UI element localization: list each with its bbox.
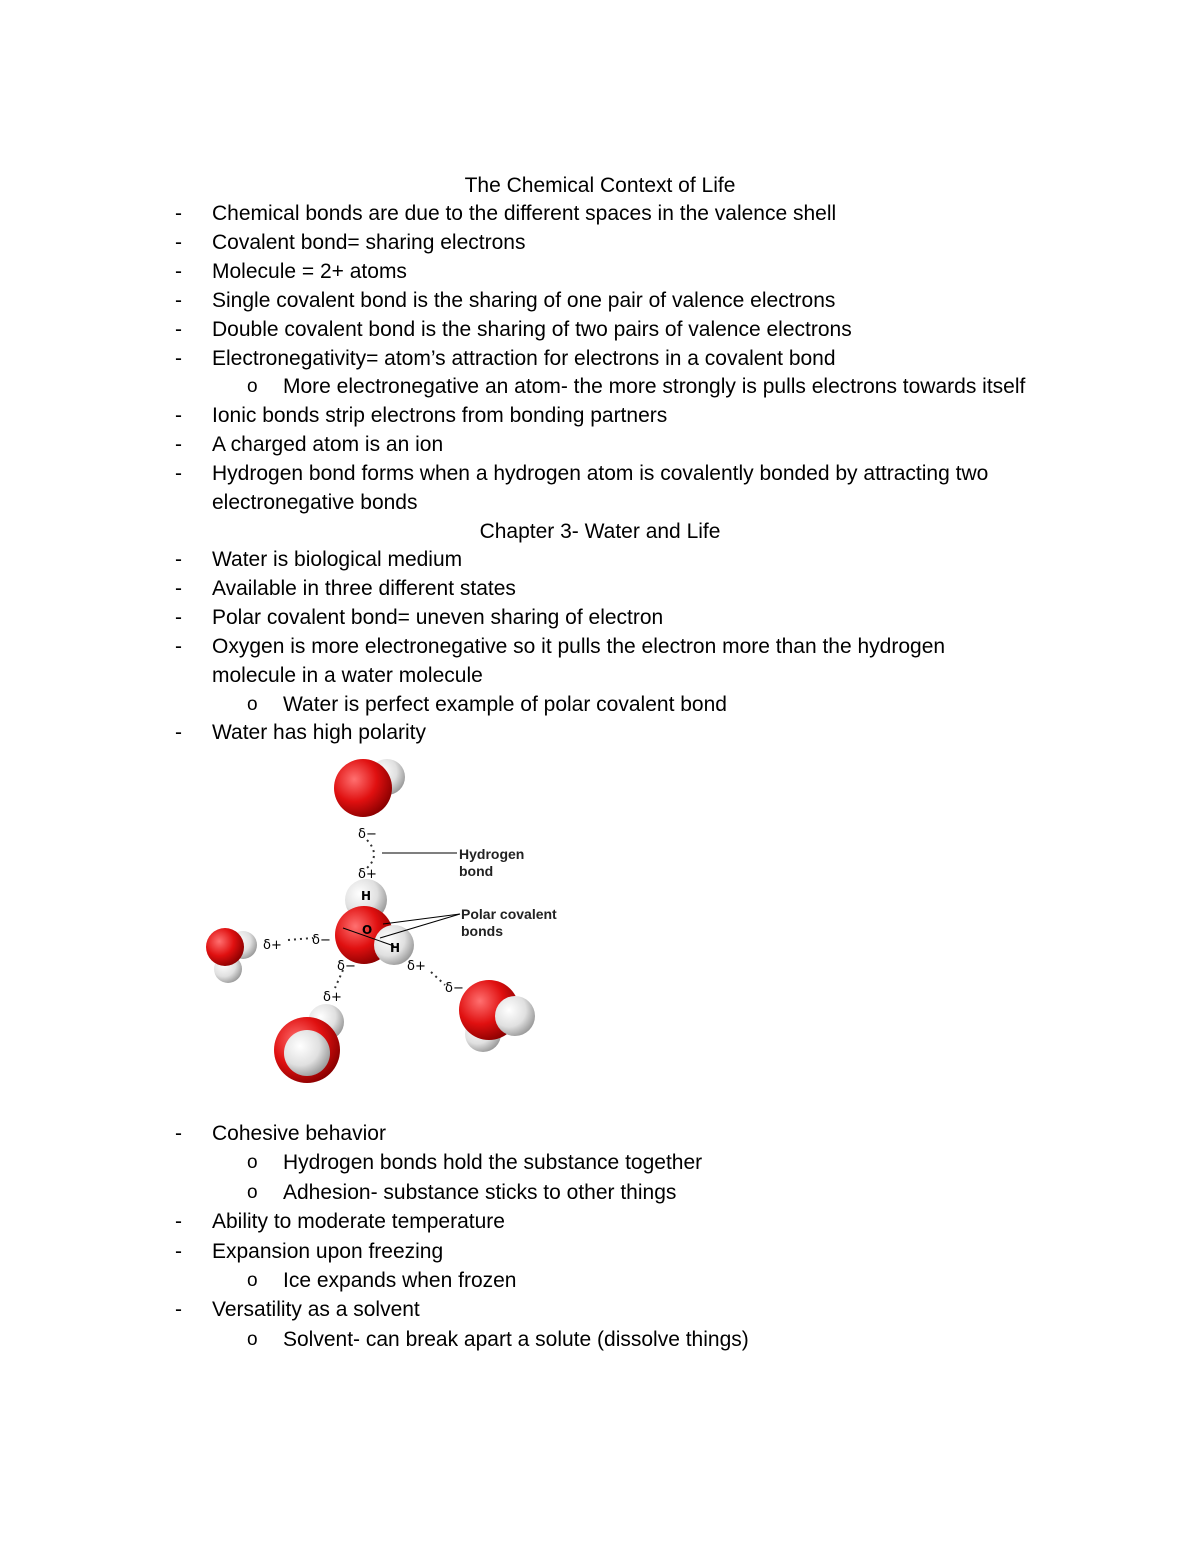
list-item: Polar covalent bond= uneven sharing of electron [212,605,664,629]
list-item: Water is biological medium [212,548,463,571]
list-bullet-marker: o [247,693,258,715]
list-item: Available in three different states [212,576,516,600]
list-item-continuation: electronegative bonds [212,491,418,514]
hydrogen-bond-label-line2: bond [459,863,494,879]
list-dash-marker: - [175,404,182,428]
list-bullet-marker: o [247,1152,258,1174]
list-dash-marker: - [175,317,182,341]
list-bullet-marker: o [247,376,258,398]
list-item: Water has high polarity [212,721,426,745]
list-item: Molecule = 2+ atoms [212,259,407,283]
delta-minus-label: δ− [445,981,464,996]
list-item: A charged atom is an ion [212,433,444,457]
water-molecule-bottom-left [274,1004,344,1083]
water-molecule-left [206,928,257,983]
list-bullet-marker: o [247,1328,258,1350]
list-item: Double covalent bond is the sharing of two pairs of valence electrons [212,317,852,341]
list-item-continuation: molecule in a water molecule [212,663,483,687]
hydrogen-bond-label-line1: Hydrogen [459,846,525,862]
list-dash-marker: - [175,576,182,600]
list-dash-marker: - [175,1239,182,1263]
list-bullet-marker: o [247,1181,258,1203]
oxygen-atom-label: O [362,923,373,937]
water-molecules-diagram [195,750,585,1095]
list-item: Oxygen is more electronegative so it pulls the electron more than the hydrogen [212,634,946,658]
list-item: Ability to moderate temperature [212,1210,505,1234]
list-bullet-marker: o [247,1270,258,1291]
delta-plus-label: δ+ [263,938,282,953]
list-dash-marker: - [175,721,182,745]
list-item: Hydrogen bond forms when a hydrogen atom is covalently bonded by attracting two [212,462,989,486]
list-item: Ionic bonds strip electrons from bonding partners [212,404,668,428]
sub-list-item: Ice expands when frozen [283,1269,517,1292]
list-dash-marker: - [175,548,182,571]
list-dash-marker: - [175,433,182,457]
list-dash-marker: - [175,1210,182,1234]
sub-list-item: Hydrogen bonds hold the substance together [283,1151,703,1175]
list-dash-marker: - [175,346,182,370]
list-dash-marker: - [175,230,182,254]
water-molecule-top [334,759,405,817]
delta-plus-label: δ+ [407,959,426,974]
list-item: Electronegativity= atom’s attraction for electrons in a covalent bond [212,346,836,370]
list-dash-marker: - [175,288,182,312]
delta-plus-label: δ+ [358,867,377,882]
page-title: The Chemical Context of Life [464,174,736,197]
hydrogen-atom-label: H [361,889,372,903]
delta-minus-label: δ− [358,827,377,842]
list-dash-marker: - [175,1298,182,1322]
sub-list-item: Adhesion- substance sticks to other things [283,1180,677,1204]
list-item: Cohesive behavior [212,1122,386,1145]
list-dash-marker: - [175,605,182,629]
list-dash-marker: - [175,259,182,283]
list-dash-marker: - [175,634,182,658]
list-item: Chemical bonds are due to the different spaces in the valence shell [212,202,837,225]
list-dash-marker: - [175,1122,182,1145]
water-molecule-right [459,980,535,1052]
hydrogen-atom-label: H [390,941,401,955]
list-dash-marker: - [175,462,182,486]
sub-list-item: Solvent- can break apart a solute (dissolve things) [283,1327,749,1351]
list-item: Single covalent bond is the sharing of one pair of valence electrons [212,288,836,312]
delta-minus-label: δ− [312,933,331,948]
list-item: Versatility as a solvent [212,1298,420,1322]
delta-plus-label: δ+ [323,990,342,1005]
list-item: Expansion upon freezing [212,1239,444,1263]
chapter-title: Chapter 3- Water and Life [479,520,721,543]
sub-list-item: Water is perfect example of polar covalent bond [283,692,727,716]
sub-list-item: More electronegative an atom- the more strongly is pulls electrons towards itself [283,375,1026,399]
polar-covalent-label-line1: Polar covalent [461,906,557,922]
list-dash-marker: - [175,202,182,225]
list-item: Covalent bond= sharing electrons [212,230,526,254]
delta-minus-label: δ− [337,959,356,974]
polar-covalent-label-line2: bonds [461,923,503,939]
